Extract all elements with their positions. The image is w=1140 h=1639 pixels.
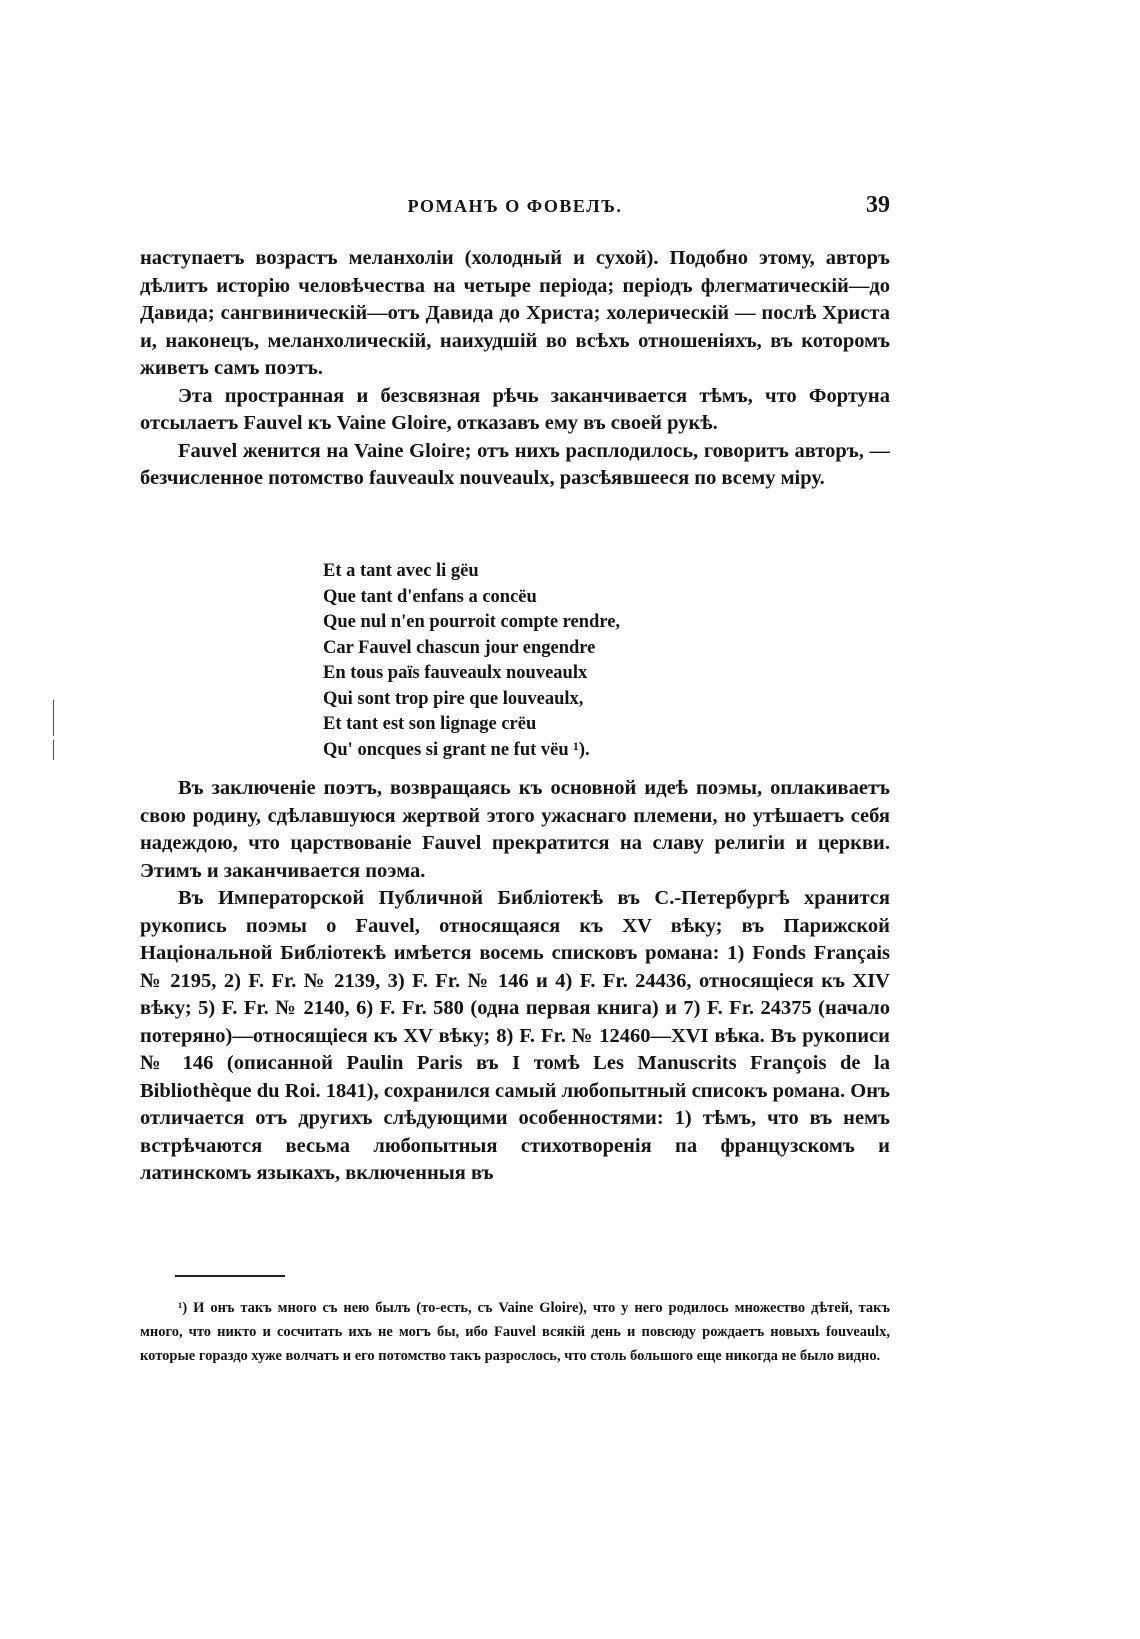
scan-edge-mark [53, 700, 54, 736]
page-header [140, 192, 890, 232]
running-title: РОМАНЪ О ФОВЕЛЪ. [407, 196, 623, 216]
paragraph: Въ Императорской Публичной Библіотекѣ въ С.-Петербургѣ хранится рукопись поэмы о Fauvel, относящаяся къ XV вѣку; въ Парижской Національной Библіотекѣ имѣется восемь списковъ романа: 1) Fonds Français № 2195, 2) F. Fr. № 2139, 3) F. Fr. № 146 и 4) F. Fr. 24436, относящіеся къ XIV вѣку; 5) F. Fr. № 2140, 6) F. Fr. 580 (одна первая книга) и 7) F. Fr. 24375 (начало потеряно)—относящіеся къ XV вѣку; 8) F. Fr. № 12460—XVI вѣка. Въ рукописи № 146 (описанной Paulin Paris въ I томѣ Les Manuscrits François de la Bibliothèque du Roi. 1841), сохранился самый любопытный списокъ романа. Онъ отличается отъ другихъ слѣдующими особенностями: 1) тѣмъ, что въ немъ встрѣчаются весьма любопытныя стихотворенія па французскомъ и латинскомъ языкахъ, включенныя въ [140, 887, 890, 1184]
paragraph: Въ заключеніе поэтъ, возвращаясь къ основной идеѣ поэмы, оплакиваетъ свою родину, сдѣлавшуюся жертвой этого ужаснаго племени, но утѣшаетъ себя надеждою, что царствованіе Fauvel прекратится на славу религіи и церкви. Этимъ и заканчивается поэма. [140, 777, 890, 882]
poem-line: Que nul n'en pourroit compte rendre, [323, 612, 621, 632]
poem-line: Car Fauvel chascun jour engendre [323, 637, 596, 658]
paragraph: Fauvel женится на Vaine Gloire; отъ нихъ расплодилось, говоритъ авторъ, — безчисленное потомство fauveaulx nouveaulx, разсѣявшееся по всему міру. [140, 439, 890, 489]
footnote-separator [175, 1275, 285, 1277]
footnote: ¹) И онъ такъ много съ нею былъ (то-есть, съ Vaine Gloire), что у него родилось множество дѣтей, такъ много, что никто и сосчитать ихъ не могъ бы, ибо Fauvel всякій день и повсюду рождаетъ новыхъ fouveaulx, которые гораздо хуже волчатъ и его потомство такъ разрослось, что столь большого еще никогда не было видно. [140, 1300, 890, 1364]
poem-quotation [323, 559, 803, 763]
scan-edge-mark [53, 740, 54, 760]
poem-line: Que tant d'enfans a concëu [323, 586, 537, 607]
poem-line: Qui sont trop pire que louveaulx, [323, 688, 584, 709]
poem-line: Qu' oncques si grant ne fut vëu ¹). [323, 739, 590, 760]
main-text-lower [140, 775, 890, 1188]
poem-line: En tous païs fauveaulx nouveaulx [323, 663, 588, 683]
poem-line: Et a tant avec li gëu [323, 561, 479, 581]
paragraph: Эта пространная и безсвязная рѣчь заканчивается тѣмъ, что Фортуна отсылаетъ Fauvel къ Vaine Gloire, отказавъ ему въ своей рукѣ. [140, 384, 890, 434]
page-number: 39 [866, 192, 890, 218]
poem-line: Et tant est son lignage crëu [323, 714, 537, 734]
main-text-upper [140, 245, 890, 493]
paragraph: наступаетъ возрастъ меланхоліи (холодный и сухой). Подобно этому, авторъ дѣлитъ исторію человѣчества на четыре періода; періодъ флегматическій—до Давида; сангвиническій—отъ Давида до Христа; холерическій — послѣ Христа и, наконецъ, меланхолическій, наихудшій во всѣхъ отношеніяхъ, въ которомъ живетъ самъ поэтъ. [140, 247, 890, 379]
